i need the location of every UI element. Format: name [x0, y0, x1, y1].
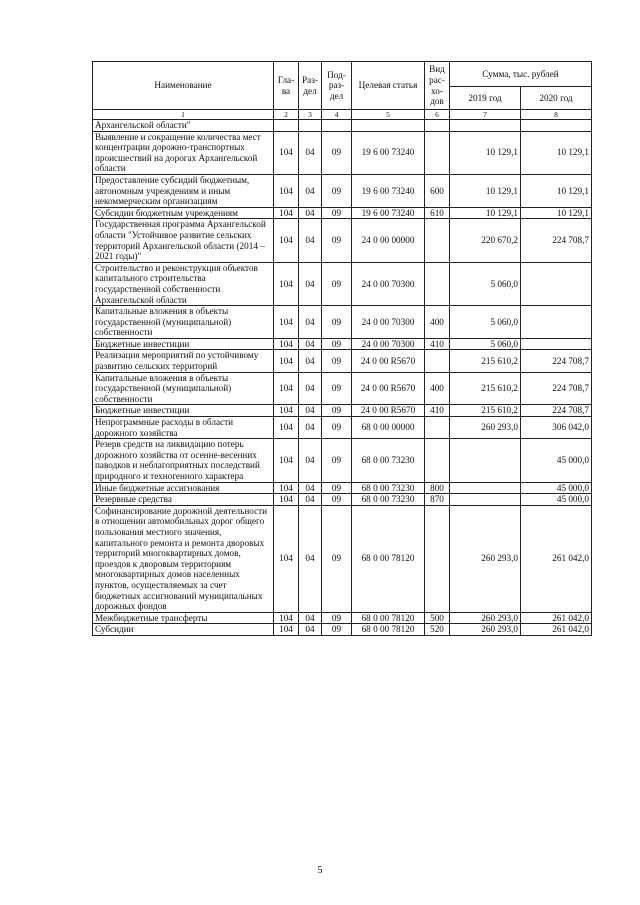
table-row [93, 131, 592, 174]
column-number: 3 [299, 110, 322, 120]
cell-subsection: 09 [322, 505, 352, 612]
cell-subsection: 09 [322, 494, 352, 506]
cell-section: 04 [299, 624, 322, 636]
cell-expense-type: 600 [425, 174, 450, 207]
cell-chapter: 104 [274, 439, 299, 482]
cell-target: 68 0 00 00000 [352, 417, 425, 439]
cell-target: 68 0 00 73230 [352, 439, 425, 482]
header-year-2020: 2020 год [521, 87, 592, 110]
cell-amount-2020: 261 042,0 [521, 612, 592, 624]
cell-section: 04 [299, 174, 322, 207]
table-row [93, 612, 592, 624]
column-number: 6 [425, 110, 450, 120]
header-chapter: Гла-ва [274, 62, 299, 110]
table-row [93, 405, 592, 417]
cell-section: 04 [299, 262, 322, 305]
cell-name: Бюджетные инвестиции [93, 405, 274, 417]
column-number: 4 [322, 110, 352, 120]
cell-name: Межбюджетные трансферты [93, 612, 274, 624]
header-target: Целевая статья [352, 62, 425, 110]
cell-name: Субсидии бюджетным учреждениям [93, 207, 274, 219]
cell-expense-type [425, 350, 450, 372]
header-section: Раз-дел [299, 62, 322, 110]
column-number-row [93, 110, 592, 120]
cell-chapter: 104 [274, 207, 299, 219]
cell-chapter: 104 [274, 624, 299, 636]
cell-name: Выявление и сокращение количества мест концентрации дорожно-транспортных происшествий на дорогах Архангельской области [93, 131, 274, 174]
cell-amount-2019: 10 129,1 [450, 174, 521, 207]
cell-name: Субсидии [93, 624, 274, 636]
cell-amount-2020: 224 708,7 [521, 372, 592, 405]
column-number: 7 [450, 110, 521, 120]
cell-name: Иные бюджетные ассигнования [93, 482, 274, 494]
table-row [93, 417, 592, 439]
cell-subsection: 09 [322, 207, 352, 219]
cell-chapter: 104 [274, 174, 299, 207]
cell-amount-2020 [521, 338, 592, 350]
cell-expense-type: 410 [425, 405, 450, 417]
cell-section: 04 [299, 372, 322, 405]
cell-name: Строительство и реконструкция объектов капитального строительства государственной собственности Архангельской области [93, 262, 274, 305]
cell-subsection: 09 [322, 624, 352, 636]
cell-amount-2019 [450, 439, 521, 482]
cell-expense-type: 800 [425, 482, 450, 494]
cell-section: 04 [299, 482, 322, 494]
cell-target: 24 0 00 70300 [352, 262, 425, 305]
cell-section: 04 [299, 405, 322, 417]
cell-amount-2019: 5 060,0 [450, 306, 521, 339]
cell-name: Предоставление субсидий бюджетным, автономным учреждениям и иным некоммерческим организациям [93, 174, 274, 207]
cell-subsection: 09 [322, 612, 352, 624]
cell-name: Капитальные вложения в объекты государственной (муниципальной) собственности [93, 372, 274, 405]
cell-expense-type: 610 [425, 207, 450, 219]
cell-name: Бюджетные инвестиции [93, 338, 274, 350]
cell-chapter: 104 [274, 482, 299, 494]
cell-name: Капитальные вложения в объекты государственной (муниципальной) собственности [93, 306, 274, 339]
cell-amount-2020: 10 129,1 [521, 131, 592, 174]
cell-section: 04 [299, 219, 322, 262]
column-number: 8 [521, 110, 592, 120]
cell-amount-2019: 215 610,2 [450, 350, 521, 372]
cell-section: 04 [299, 439, 322, 482]
cell-target: 68 0 00 78120 [352, 505, 425, 612]
table-row [93, 482, 592, 494]
cell-amount-2020: 10 129,1 [521, 207, 592, 219]
cell-target: 19 6 00 73240 [352, 174, 425, 207]
cell-target: 68 0 00 78120 [352, 612, 425, 624]
budget-table [92, 61, 592, 636]
cell-subsection: 09 [322, 405, 352, 417]
cell-name: Софинансирование дорожной деятельности в отношении автомобильных дорог общего пользования местного значения, капитального ремонта и ремонта дворовых территорий многоквартирных домов, проездов к дворовым территориям многоквартирных домов населенных пунктов, осуществляемых за счет бюджетных ассигнований муниципальных дорожных фондов [93, 505, 274, 612]
cell-amount-2020: 306 042,0 [521, 417, 592, 439]
cell-section: 04 [299, 338, 322, 350]
table-row [93, 624, 592, 636]
cell-amount-2019 [450, 120, 521, 132]
cell-name: Непрограммные расходы в области дорожного хозяйства [93, 417, 274, 439]
cell-amount-2020: 45 000,0 [521, 439, 592, 482]
cell-expense-type [425, 417, 450, 439]
table-row [93, 350, 592, 372]
cell-chapter: 104 [274, 494, 299, 506]
cell-amount-2019: 260 293,0 [450, 624, 521, 636]
cell-target: 24 0 00 70300 [352, 306, 425, 339]
table-row [93, 120, 592, 132]
cell-section: 04 [299, 207, 322, 219]
cell-amount-2020: 261 042,0 [521, 505, 592, 612]
cell-name: Государственная программа Архангельской области "Устойчивое развитие сельских территорий Архангельской области (2014 – 2021 годы)" [93, 219, 274, 262]
cell-target: 68 0 00 73230 [352, 494, 425, 506]
table-row [93, 306, 592, 339]
cell-chapter: 104 [274, 219, 299, 262]
cell-subsection: 09 [322, 482, 352, 494]
cell-target: 68 0 00 73230 [352, 482, 425, 494]
cell-amount-2019: 5 060,0 [450, 262, 521, 305]
cell-chapter: 104 [274, 405, 299, 417]
cell-amount-2019: 260 293,0 [450, 505, 521, 612]
cell-target: 19 6 00 73240 [352, 207, 425, 219]
cell-subsection: 09 [322, 262, 352, 305]
cell-amount-2020: 224 708,7 [521, 219, 592, 262]
cell-section: 04 [299, 131, 322, 174]
table-row [93, 219, 592, 262]
cell-subsection [322, 120, 352, 132]
cell-amount-2019: 215 610,2 [450, 405, 521, 417]
cell-subsection: 09 [322, 174, 352, 207]
cell-expense-type [425, 219, 450, 262]
cell-subsection: 09 [322, 439, 352, 482]
cell-expense-type: 520 [425, 624, 450, 636]
table-row [93, 439, 592, 482]
cell-section: 04 [299, 494, 322, 506]
header-name: Наименование [93, 62, 274, 110]
cell-subsection: 09 [322, 417, 352, 439]
cell-chapter: 104 [274, 350, 299, 372]
cell-amount-2019: 10 129,1 [450, 207, 521, 219]
cell-amount-2020 [521, 262, 592, 305]
header-year-2019: 2019 год [450, 87, 521, 110]
cell-expense-type [425, 505, 450, 612]
cell-subsection: 09 [322, 338, 352, 350]
cell-target [352, 120, 425, 132]
cell-amount-2019: 10 129,1 [450, 131, 521, 174]
cell-expense-type: 410 [425, 338, 450, 350]
cell-amount-2019 [450, 494, 521, 506]
cell-subsection: 09 [322, 372, 352, 405]
cell-name: Резерв средств на ликвидацию потерь дорожного хозяйства от осенне-весенних паводков и неблагоприятных последствий природного и техногенного характера [93, 439, 274, 482]
table-row [93, 262, 592, 305]
cell-section: 04 [299, 612, 322, 624]
cell-amount-2019: 260 293,0 [450, 612, 521, 624]
header-expense-type: Вид рас-хо-дов [425, 62, 450, 110]
cell-chapter: 104 [274, 131, 299, 174]
cell-expense-type [425, 262, 450, 305]
cell-chapter: 104 [274, 505, 299, 612]
cell-target: 24 0 00 R5670 [352, 405, 425, 417]
cell-subsection: 09 [322, 350, 352, 372]
cell-amount-2019: 260 293,0 [450, 417, 521, 439]
cell-subsection: 09 [322, 219, 352, 262]
cell-section: 04 [299, 306, 322, 339]
table-row [93, 372, 592, 405]
table-row [93, 494, 592, 506]
column-number: 1 [93, 110, 274, 120]
header-sum: Сумма, тыс. рублей [450, 62, 592, 87]
column-number: 2 [274, 110, 299, 120]
cell-amount-2019 [450, 482, 521, 494]
cell-chapter [274, 120, 299, 132]
cell-name: Резервные средства [93, 494, 274, 506]
cell-amount-2019: 220 670,2 [450, 219, 521, 262]
cell-section: 04 [299, 417, 322, 439]
cell-section [299, 120, 322, 132]
cell-expense-type: 500 [425, 612, 450, 624]
cell-amount-2020: 45 000,0 [521, 482, 592, 494]
cell-chapter: 104 [274, 612, 299, 624]
cell-expense-type [425, 131, 450, 174]
cell-amount-2020: 261 042,0 [521, 624, 592, 636]
column-number: 5 [352, 110, 425, 120]
cell-chapter: 104 [274, 372, 299, 405]
cell-target: 24 0 00 R5670 [352, 350, 425, 372]
cell-subsection: 09 [322, 306, 352, 339]
cell-amount-2019: 215 610,2 [450, 372, 521, 405]
cell-name: Архангельской области" [93, 120, 274, 132]
cell-expense-type [425, 120, 450, 132]
header-subsection: Под-раз-дел [322, 62, 352, 110]
cell-amount-2020 [521, 306, 592, 339]
cell-amount-2020: 45 000,0 [521, 494, 592, 506]
cell-target: 24 0 00 70300 [352, 338, 425, 350]
cell-expense-type: 400 [425, 372, 450, 405]
cell-chapter: 104 [274, 417, 299, 439]
cell-amount-2020 [521, 120, 592, 132]
cell-amount-2020: 224 708,7 [521, 405, 592, 417]
page-number: 5 [317, 865, 323, 876]
cell-section: 04 [299, 350, 322, 372]
table-body [93, 120, 592, 636]
cell-target: 68 0 00 78120 [352, 624, 425, 636]
cell-target: 24 0 00 00000 [352, 219, 425, 262]
cell-amount-2020: 224 708,7 [521, 350, 592, 372]
cell-expense-type: 870 [425, 494, 450, 506]
cell-subsection: 09 [322, 131, 352, 174]
cell-section: 04 [299, 505, 322, 612]
cell-chapter: 104 [274, 306, 299, 339]
cell-target: 19 6 00 73240 [352, 131, 425, 174]
cell-amount-2020: 10 129,1 [521, 174, 592, 207]
cell-name: Реализация мероприятий по устойчивому развитию сельских территорий [93, 350, 274, 372]
cell-target: 24 0 00 R5670 [352, 372, 425, 405]
table-row [93, 174, 592, 207]
cell-chapter: 104 [274, 262, 299, 305]
table-row [93, 505, 592, 612]
cell-chapter: 104 [274, 338, 299, 350]
cell-expense-type: 400 [425, 306, 450, 339]
cell-expense-type [425, 439, 450, 482]
table-row [93, 338, 592, 350]
table-row [93, 207, 592, 219]
cell-amount-2019: 5 060,0 [450, 338, 521, 350]
